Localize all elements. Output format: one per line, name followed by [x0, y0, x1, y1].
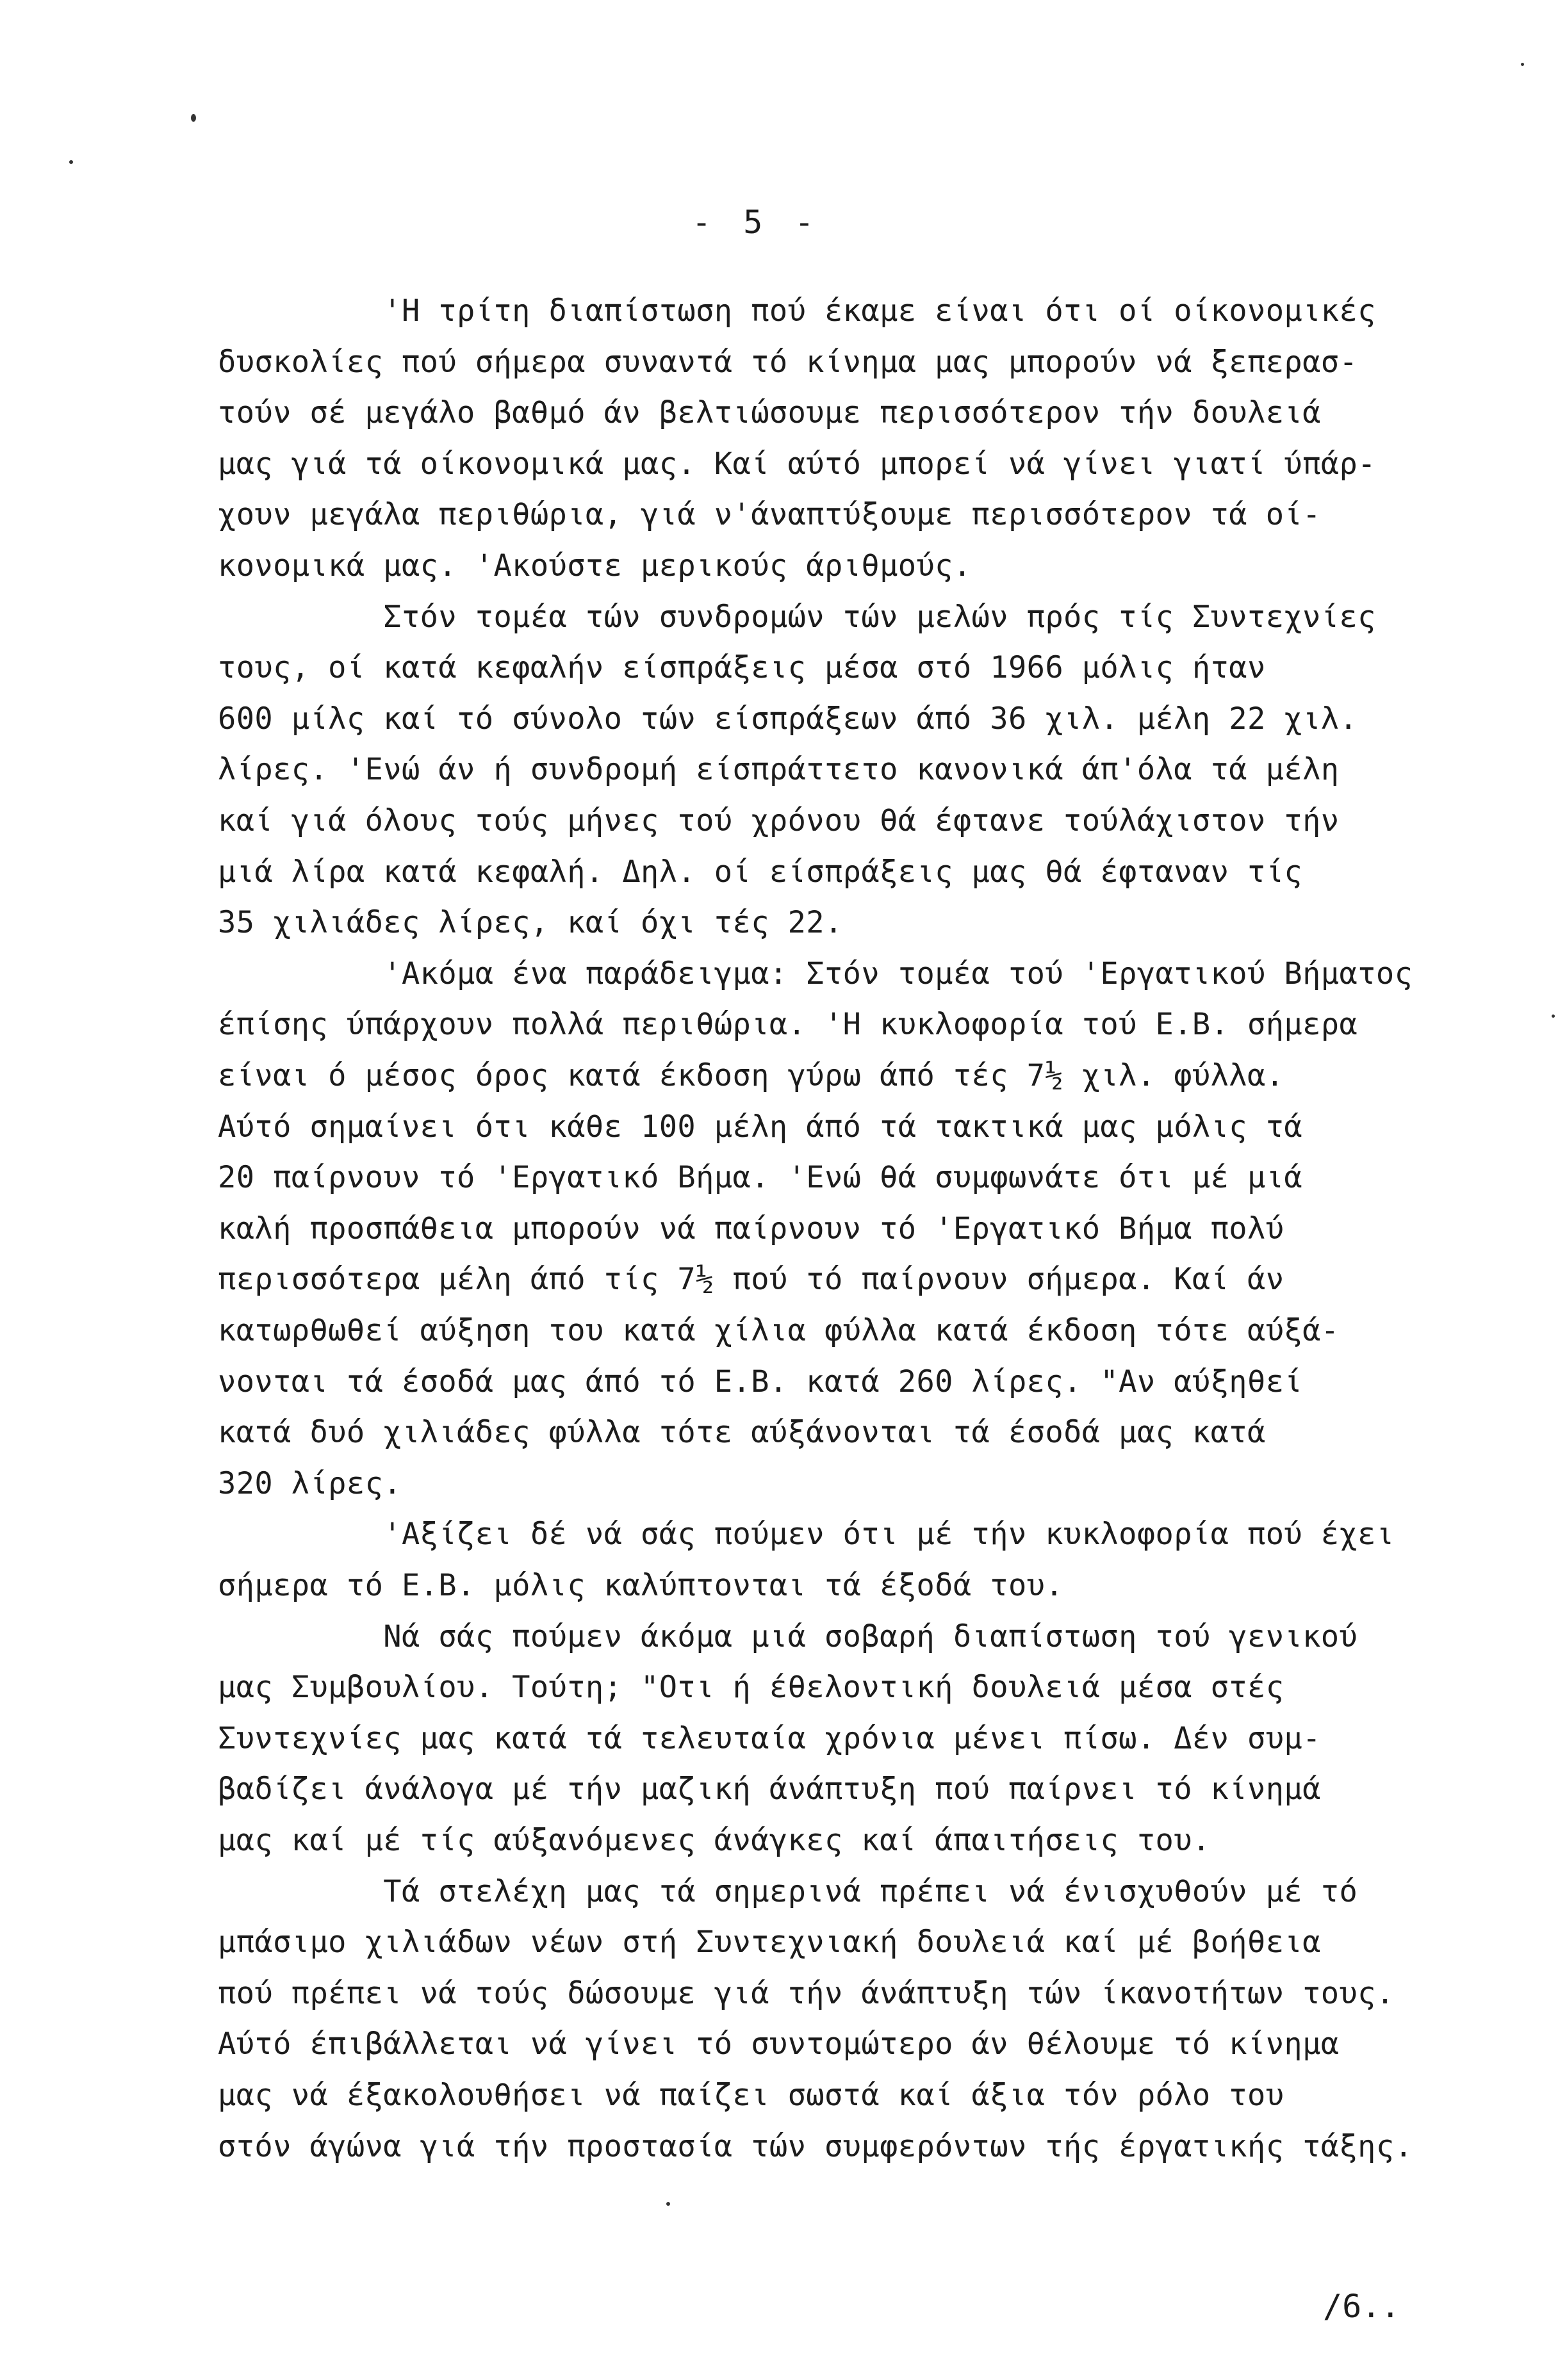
- text-line: είναι ό μέσος όρος κατά έκδοση γύρω άπό τές 7½ χιλ. φύλλα.: [218, 1058, 1284, 1093]
- text-line: στόν άγώνα γιά τήν προστασία τών συμφερόντων τής έργατικής τάξης.: [218, 2128, 1413, 2164]
- text-line: Αύτό σημαίνει ότι κάθε 100 μέλη άπό τά τακτικά μας μόλις τά: [218, 1109, 1303, 1145]
- text-line: καί γιά όλους τούς μήνες τού χρόνου θά έφτανε τούλάχιστον τήν: [218, 803, 1340, 838]
- text-line: 20 παίρνουν τό 'Εργατικό Βήμα. 'Ενώ θά συμφωνάτε ότι μέ μιά: [218, 1160, 1303, 1196]
- text-line: μπάσιμο χιλιάδων νέων στή Συντεχνιακή δουλειά καί μέ βοήθεια: [218, 1925, 1321, 1960]
- text-line: καλή προσπάθεια μπορούν νά παίρνουν τό 'Εργατικό Βήμα πολύ: [218, 1210, 1284, 1246]
- continuation-marker: /6..: [1323, 2288, 1400, 2325]
- scan-speck: [191, 114, 196, 122]
- text-line: μας καί μέ τίς αύξανόμενες άνάγκες καί άπαιτήσεις του.: [218, 1823, 1211, 1858]
- text-line: Τά στελέχη μας τά σημερινά πρέπει νά ένισχυθούν μέ τό: [218, 1873, 1358, 1909]
- scan-speck: [666, 2202, 670, 2206]
- text-line: τούν σέ μεγάλο βαθμό άν βελτιώσουμε περισσότερον τήν δουλειά: [218, 395, 1321, 431]
- text-line: δυσκολίες πού σήμερα συναντά τό κίνημα μας μπορούν νά ξεπερασ-: [218, 344, 1358, 380]
- scan-speck: [1521, 63, 1524, 66]
- text-line: Στόν τομέα τών συνδρομών τών μελών πρός τίς Συντεχνίες: [218, 599, 1376, 635]
- text-line: λίρες. 'Ενώ άν ή συνδρομή είσπράττετο κανονικά άπ'όλα τά μέλη: [218, 752, 1340, 788]
- text-line: νονται τά έσοδά μας άπό τό Ε.Β. κατά 260 λίρες. "Αν αύξηθεί: [218, 1364, 1303, 1399]
- text-line: χουν μεγάλα περιθώρια, γιά ν'άναπτύξουμε περισσότερον τά οί-: [218, 497, 1321, 533]
- text-line: κατά δυό χιλιάδες φύλλα τότε αύξάνονται τά έσοδά μας κατά: [218, 1415, 1266, 1451]
- text-line: κονομικά μας. 'Ακούστε μερικούς άριθμούς.: [218, 548, 972, 583]
- text-line: πού πρέπει νά τούς δώσουμε γιά τήν άνάπτυξη τών ίκανοτήτων τους.: [218, 1975, 1395, 2011]
- text-line: Αύτό έπιβάλλεται νά γίνει τό συντομώτερο άν θέλουμε τό κίνημα: [218, 2026, 1340, 2062]
- text-line: κατωρθωθεί αύξηση του κατά χίλια φύλλα κατά έκδοση τότε αύξά-: [218, 1313, 1340, 1348]
- text-line: 320 λίρες.: [218, 1465, 402, 1501]
- text-line: 600 μίλς καί τό σύνολο τών είσπράξεων άπό 36 χιλ. μέλη 22 χιλ.: [218, 701, 1358, 737]
- page-number: - 5 -: [692, 204, 821, 241]
- text-line: 'Αξίζει δέ νά σάς πούμεν ότι μέ τήν κυκλοφορία πού έχει: [218, 1517, 1395, 1553]
- text-line: βαδίζει άνάλογα μέ τήν μαζική άνάπτυξη πού παίρνει τό κίνημά: [218, 1772, 1321, 1807]
- text-line: μιά λίρα κατά κεφαλή. Δηλ. οί είσπράξεις μας θά έφταναν τίς: [218, 854, 1303, 890]
- text-line: Νά σάς πούμεν άκόμα μιά σοβαρή διαπίστωση τού γενικού: [218, 1618, 1358, 1654]
- text-line: 'Ακόμα ένα παράδειγμα: Στόν τομέα τού 'Εργατικού Βήματος: [218, 956, 1413, 991]
- text-line: μας νά έξακολουθήσει νά παίζει σωστά καί άξια τόν ρόλο του: [218, 2078, 1284, 2113]
- text-line: Συντεχνίες μας κατά τά τελευταία χρόνια μένει πίσω. Δέν συμ-: [218, 1720, 1321, 1756]
- text-line: τους, οί κατά κεφαλήν είσπράξεις μέσα στό 1966 μόλις ήταν: [218, 650, 1266, 686]
- text-line: περισσότερα μέλη άπό τίς 7½ πού τό παίρνουν σήμερα. Καί άν: [218, 1262, 1284, 1298]
- text-line: 'Η τρίτη διαπίστωση πού έκαμε είναι ότι οί οίκονομικές: [218, 293, 1376, 329]
- text-line: μας γιά τά οίκονομικά μας. Καί αύτό μπορεί νά γίνει γιατί ύπάρ-: [218, 446, 1376, 482]
- scan-speck: [1552, 1015, 1555, 1018]
- text-line: μας Συμβουλίου. Τούτη; "Οτι ή έθελοντική δουλειά μέσα στές: [218, 1670, 1284, 1706]
- text-line: έπίσης ύπάρχουν πολλά περιθώρια. 'Η κυκλοφορία τού Ε.Β. σήμερα: [218, 1007, 1358, 1043]
- text-line: 35 χιλιάδες λίρες, καί όχι τές 22.: [218, 905, 843, 941]
- text-line: σήμερα τό Ε.Β. μόλις καλύπτονται τά έξοδά του.: [218, 1568, 1064, 1603]
- scan-speck: [69, 160, 73, 164]
